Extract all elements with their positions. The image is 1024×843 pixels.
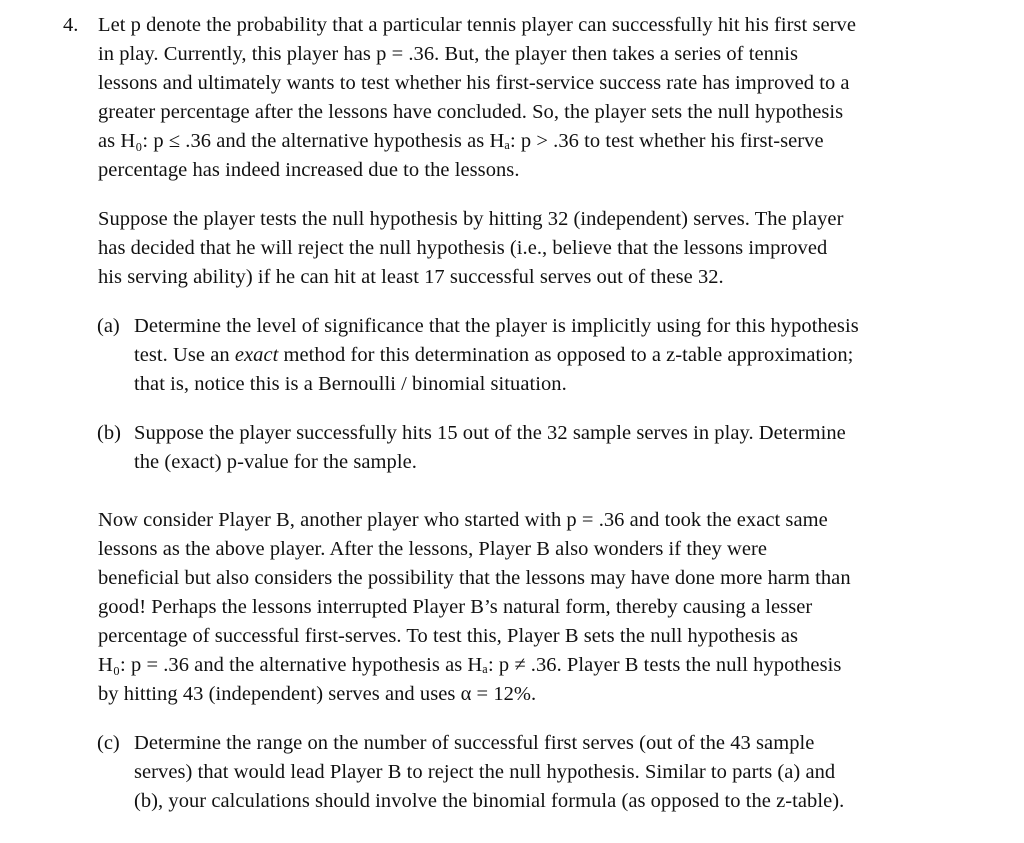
player-b-line: lessons as the above player. After the lessons, Player B also wonders if they were [98,538,768,560]
intro-line: greater percentage after the lessons have concluded. So, the player sets the null hypothesis [98,101,844,123]
part-c-label: (c) [97,732,120,754]
part-c-line: (b), your calculations should involve the binomial formula (as opposed to the z-table). [134,790,845,812]
setup-line: has decided that he will reject the null hypothesis (i.e., believe that the lessons improved [98,237,828,259]
part-a-line [134,343,853,367]
setup-line: his serving ability) if he can hit at least 17 successful serves out of these 32. [98,266,724,288]
part-c-line: serves) that would lead Player B to reject the null hypothesis. Similar to parts (a) and [134,761,836,783]
player-b-line: by hitting 43 (independent) serves and uses α = 12%. [98,683,537,705]
setup-line: Suppose the player tests the null hypothesis by hitting 32 (independent) serves. The player [98,208,844,230]
intro-line: in play. Currently, this player has p = .36. But, the player then takes a series of tennis [98,43,798,65]
part-a-emphasis: exact [234,344,279,366]
part-b-line: Suppose the player successfully hits 15 out of the 32 sample serves in play. Determine [134,422,846,444]
part-b-label: (b) [97,422,121,444]
part-c-line: Determine the range on the number of successful first serves (out of the 43 sample [134,732,815,754]
part-a-line: Determine the level of significance that the player is implicitly using for this hypothesis [134,315,859,337]
player-b-line: H₀: p = .36 and the alternative hypothesis as Hₐ: p ≠ .36. Player B tests the null hypothesis [98,654,842,676]
part-a-label: (a) [97,315,120,337]
part-a-text: test. Use an [134,344,235,366]
intro-line: lessons and ultimately wants to test whether his first-service success rate has improved to a [98,72,850,94]
player-b-line: beneficial but also considers the possibility that the lessons may have done more harm than [98,567,851,589]
part-b-line: the (exact) p-value for the sample. [134,451,417,473]
player-b-line: Now consider Player B, another player who started with p = .36 and took the exact same [98,509,828,531]
problem-number: 4. [63,14,79,36]
player-b-line: good! Perhaps the lessons interrupted Player B’s natural form, thereby causing a lesser [98,596,813,618]
player-b-line: percentage of successful first-serves. To test this, Player B sets the null hypothesis as [98,625,799,647]
part-a-line: that is, notice this is a Bernoulli / binomial situation. [134,373,567,395]
intro-line: Let p denote the probability that a particular tennis player can successfully hit his first serve [98,14,856,36]
part-a-text: method for this determination as opposed to a z-table approximation; [278,344,854,366]
intro-line: as H₀: p ≤ .36 and the alternative hypothesis as Hₐ: p > .36 to test whether his first-serve [98,130,824,152]
intro-line: percentage has indeed increased due to the lessons. [98,159,520,181]
